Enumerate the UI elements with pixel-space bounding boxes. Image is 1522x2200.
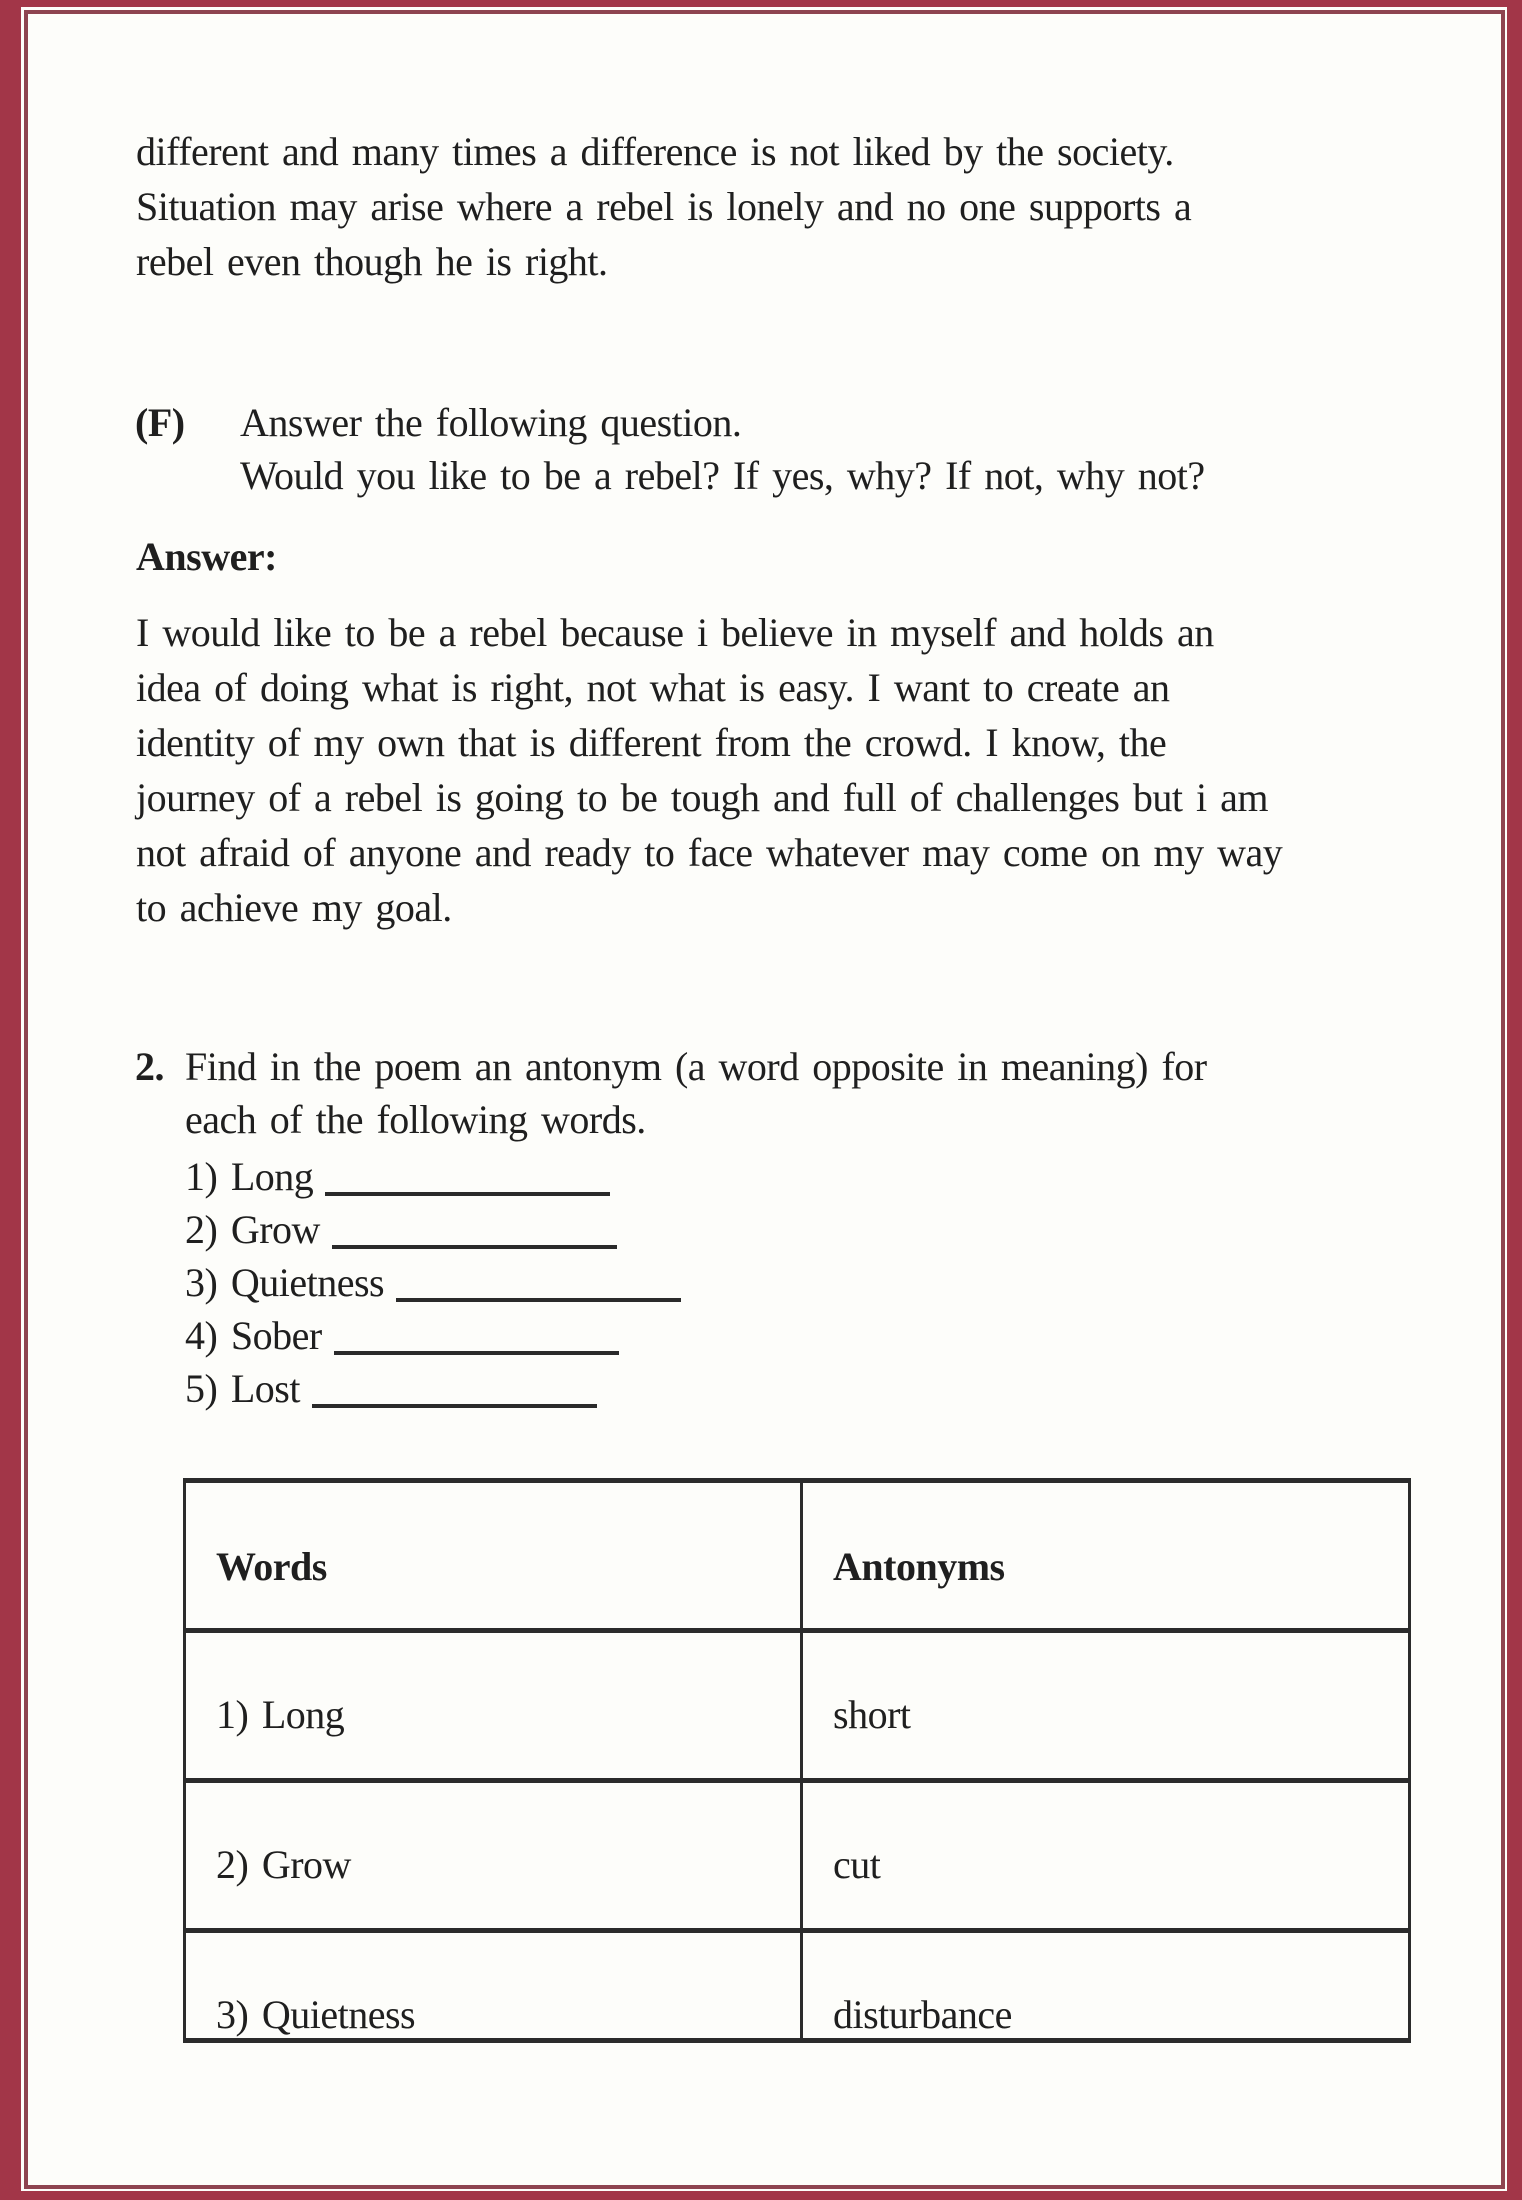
answer-line: to achieve my goal. — [136, 885, 452, 930]
answer-paragraph — [136, 605, 1282, 935]
question-f-prompt: Answer the following question. — [240, 400, 742, 445]
word-cell: 1) Long — [185, 1631, 802, 1781]
fill-blank-line — [325, 1192, 610, 1196]
antonym-fill-item — [185, 1309, 1207, 1362]
fill-blank-line — [312, 1404, 597, 1408]
intro-line: Situation may arise where a rebel is lonely and no one supports a — [136, 184, 1192, 229]
question-2-block — [135, 1040, 1207, 1415]
answer-line: journey of a rebel is going to be tough and full of challenges but i am — [136, 775, 1268, 820]
answer-heading: Answer: — [136, 534, 277, 579]
antonym-cell: cut — [802, 1781, 1410, 1931]
question-2-number: 2. — [135, 1044, 164, 1089]
fill-blank-line — [396, 1298, 681, 1302]
antonym-item-label: 5) Lost — [185, 1366, 300, 1411]
intro-line: rebel even though he is right. — [136, 239, 608, 284]
antonym-item-label: 4) Sober — [185, 1313, 322, 1358]
table-header-row — [185, 1481, 1410, 1631]
answer-line: not afraid of anyone and ready to face whatever may come on my way — [136, 830, 1283, 875]
word-cell: 3) Quietness — [185, 1931, 802, 2041]
antonym-fill-item — [185, 1256, 1207, 1309]
answer-line: I would like to be a rebel because i believe in myself and holds an — [136, 610, 1214, 655]
question-f-block — [135, 396, 1205, 502]
question-f-label: (F) — [135, 400, 185, 445]
fill-blank-line — [334, 1351, 619, 1355]
antonym-item-label: 2) Grow — [185, 1207, 320, 1252]
answer-line: identity of my own that is different from the crowd. I know, the — [136, 720, 1167, 765]
table-row — [185, 1781, 1410, 1931]
antonym-item-label: 1) Long — [185, 1154, 314, 1199]
table-header-antonyms: Antonyms — [802, 1481, 1410, 1631]
table-row — [185, 1631, 1410, 1781]
word-cell: 2) Grow — [185, 1781, 802, 1931]
fill-blank-line — [332, 1245, 617, 1249]
antonym-fill-item — [185, 1203, 1207, 1256]
question-f-question: Would you like to be a rebel? If yes, why? If not, why not? — [240, 453, 1205, 498]
antonym-item-label: 3) Quietness — [185, 1260, 385, 1305]
table-header-words: Words — [185, 1481, 802, 1631]
antonym-cell: short — [802, 1631, 1410, 1781]
table-row — [185, 1931, 1410, 2041]
antonym-fill-item — [185, 1362, 1207, 1415]
antonym-fill-item — [185, 1150, 1207, 1203]
answer-line: idea of doing what is right, not what is easy. I want to create an — [136, 665, 1170, 710]
antonym-fill-list — [185, 1150, 1207, 1415]
question-2-prompt-line: each of the following words. — [185, 1097, 646, 1142]
intro-line: different and many times a difference is not liked by the society. — [136, 129, 1174, 174]
question-2-prompt-line: Find in the poem an antonym (a word opposite in meaning) for — [185, 1044, 1207, 1089]
antonym-cell: disturbance — [802, 1931, 1410, 2041]
intro-paragraph — [136, 124, 1191, 289]
antonyms-table — [183, 1478, 1411, 2043]
